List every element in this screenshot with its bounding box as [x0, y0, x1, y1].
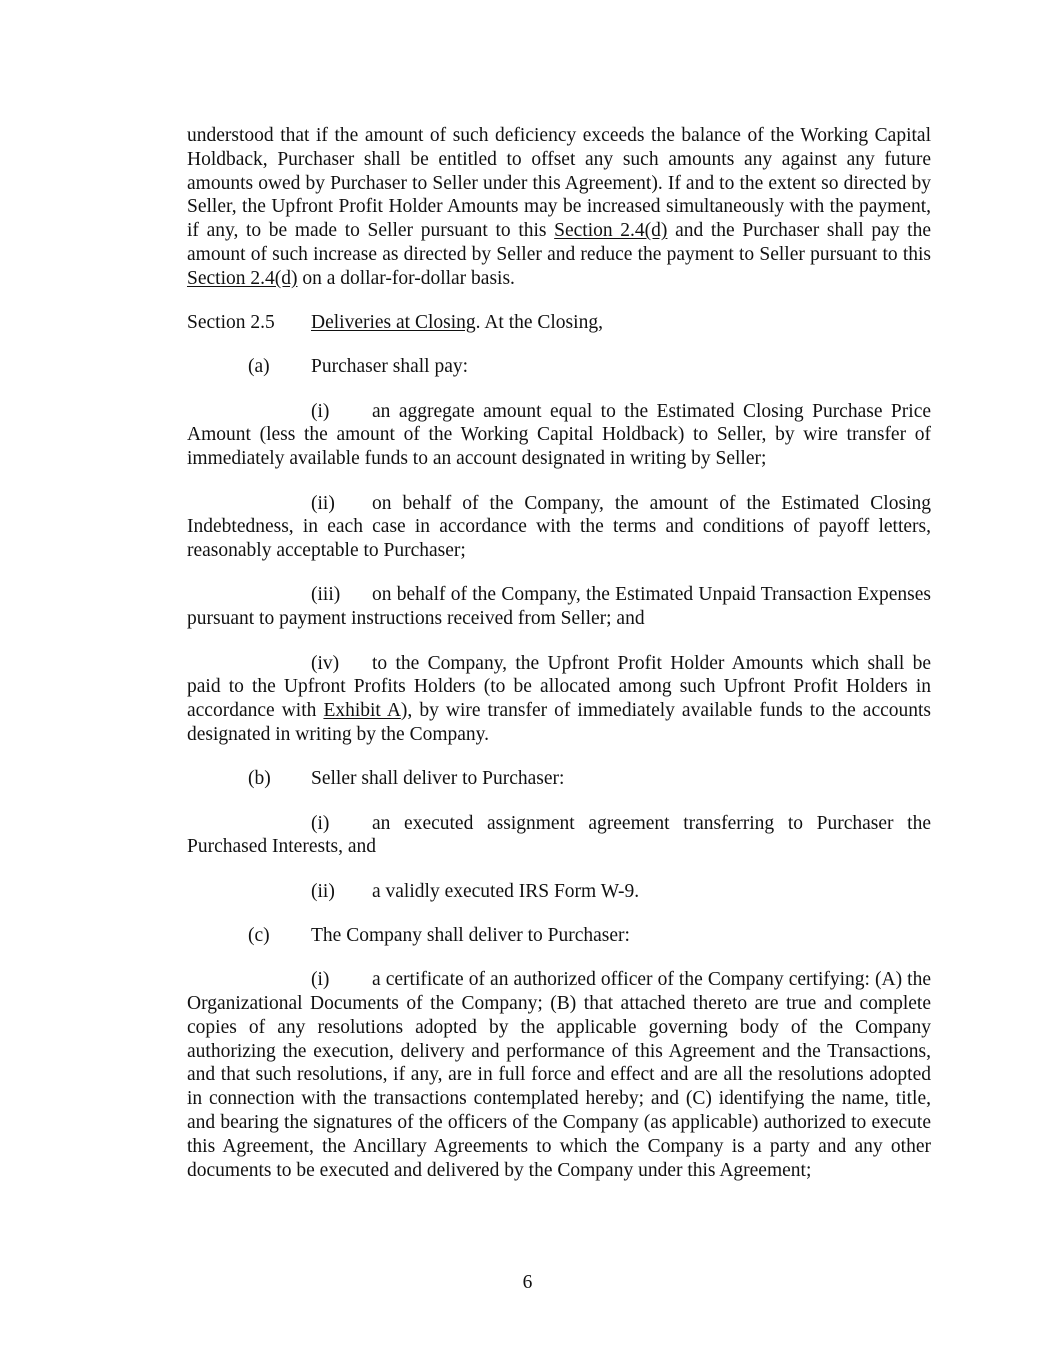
section-2-4d-reference: Section 2.4(d): [554, 220, 668, 242]
clause-a: [187, 355, 931, 379]
clause-a-item: (ii) on behalf of the Company, the amount of the Estimated Closing Indebtedness, in each case in accordance with the terms and conditions of payoff letters, reasonably acceptable to Purchaser;: [187, 492, 931, 562]
clause-a-item: (i) an aggregate amount equal to the Estimated Closing Purchase Price Amount (less the amount of the Working Capital Holdback) to Seller, by wire transfer of immediately available funds to an account designated in writing by Seller;: [187, 400, 931, 470]
item-number: (iii): [311, 584, 341, 606]
clause-label: (b): [248, 768, 271, 790]
section-heading: Section 2.5 Deliveries at Closing. At the Closing,: [187, 312, 603, 334]
clause-c: [187, 924, 931, 948]
exhibit-a-reference: Exhibit A: [323, 700, 401, 722]
clause-label: (a): [248, 356, 270, 378]
section-title: Deliveries at Closing: [311, 312, 476, 334]
item-number: (i): [311, 400, 330, 422]
clause-label: (c): [248, 924, 270, 946]
clause-a-item: (iii) on behalf of the Company, the Estimated Unpaid Transaction Expenses pursuant to payment instructions received from Seller; and: [187, 584, 931, 630]
clause-a-item: (iv) to the Company, the Upfront Profit Holder Amounts which shall be paid to the Upfront Profits Holders (to be allocated among such Upfront Profit Holders in accordance with Exhibit A), by wire transfer of immediately available funds to the accounts designated in writing by the Company.: [187, 652, 932, 745]
clause-text: The Company shall deliver to Purchaser:: [311, 924, 630, 946]
item-number: (i): [311, 969, 330, 991]
document-page: [187, 124, 931, 1182]
clause-b-item: (i) an executed assignment agreement transferring to Purchaser the Purchased Interests, and: [187, 812, 931, 858]
item-number: (i): [311, 812, 330, 834]
item-number: (iv): [311, 652, 340, 674]
section-2-4d-reference: Section 2.4(d): [187, 267, 298, 289]
clause-c-item: (i) a certificate of an authorized officer of the Company certifying: (A) the Organizational Documents of the Company; (B) that attached thereto are true and complete copies of any resolutions adopted by the applicable governing body of the Company authorizing the execution, delivery and performance of this Agreement and the Transactions, and that such resolutions, if any, are in full force and effect and are all the resolutions adopted in connection with the transactions contemplated hereby; and (C) identifying the name, title, and bearing the signatures of the officers of the Company (as applicable) authorized to execute this Agreement, the Ancillary Agreements to which the Company is a party and any other documents to be executed and delivered by the Company under this Agreement;: [187, 969, 931, 1181]
item-number: (ii): [311, 880, 335, 902]
intro-paragraph: understood that if the amount of such deficiency exceeds the balance of the Working Capital Holdback, Purchaser shall be entitled to offset any such amounts any against any future amounts owed by Purchaser to Seller under this Agreement). If and to the extent so directed by Seller, the Upfront Profit Holder Amounts may be increased simultaneously with the payment, if any, to be made to Seller pursuant to this Section 2.4(d) and the Purchaser shall pay the amount of such increase as directed by Seller and reduce the payment to Seller pursuant to this Section 2.4(d) on a dollar-for-dollar basis.: [187, 125, 932, 289]
clause-text: Purchaser shall pay:: [311, 356, 469, 378]
clause-b: [187, 767, 931, 791]
page-number: 6: [522, 1272, 533, 1293]
clause-b-item: (ii) a validly executed IRS Form W-9.: [311, 880, 640, 902]
section-number: Section 2.5: [187, 312, 275, 334]
clause-text: Seller shall deliver to Purchaser:: [311, 768, 565, 790]
item-number: (ii): [311, 492, 335, 514]
